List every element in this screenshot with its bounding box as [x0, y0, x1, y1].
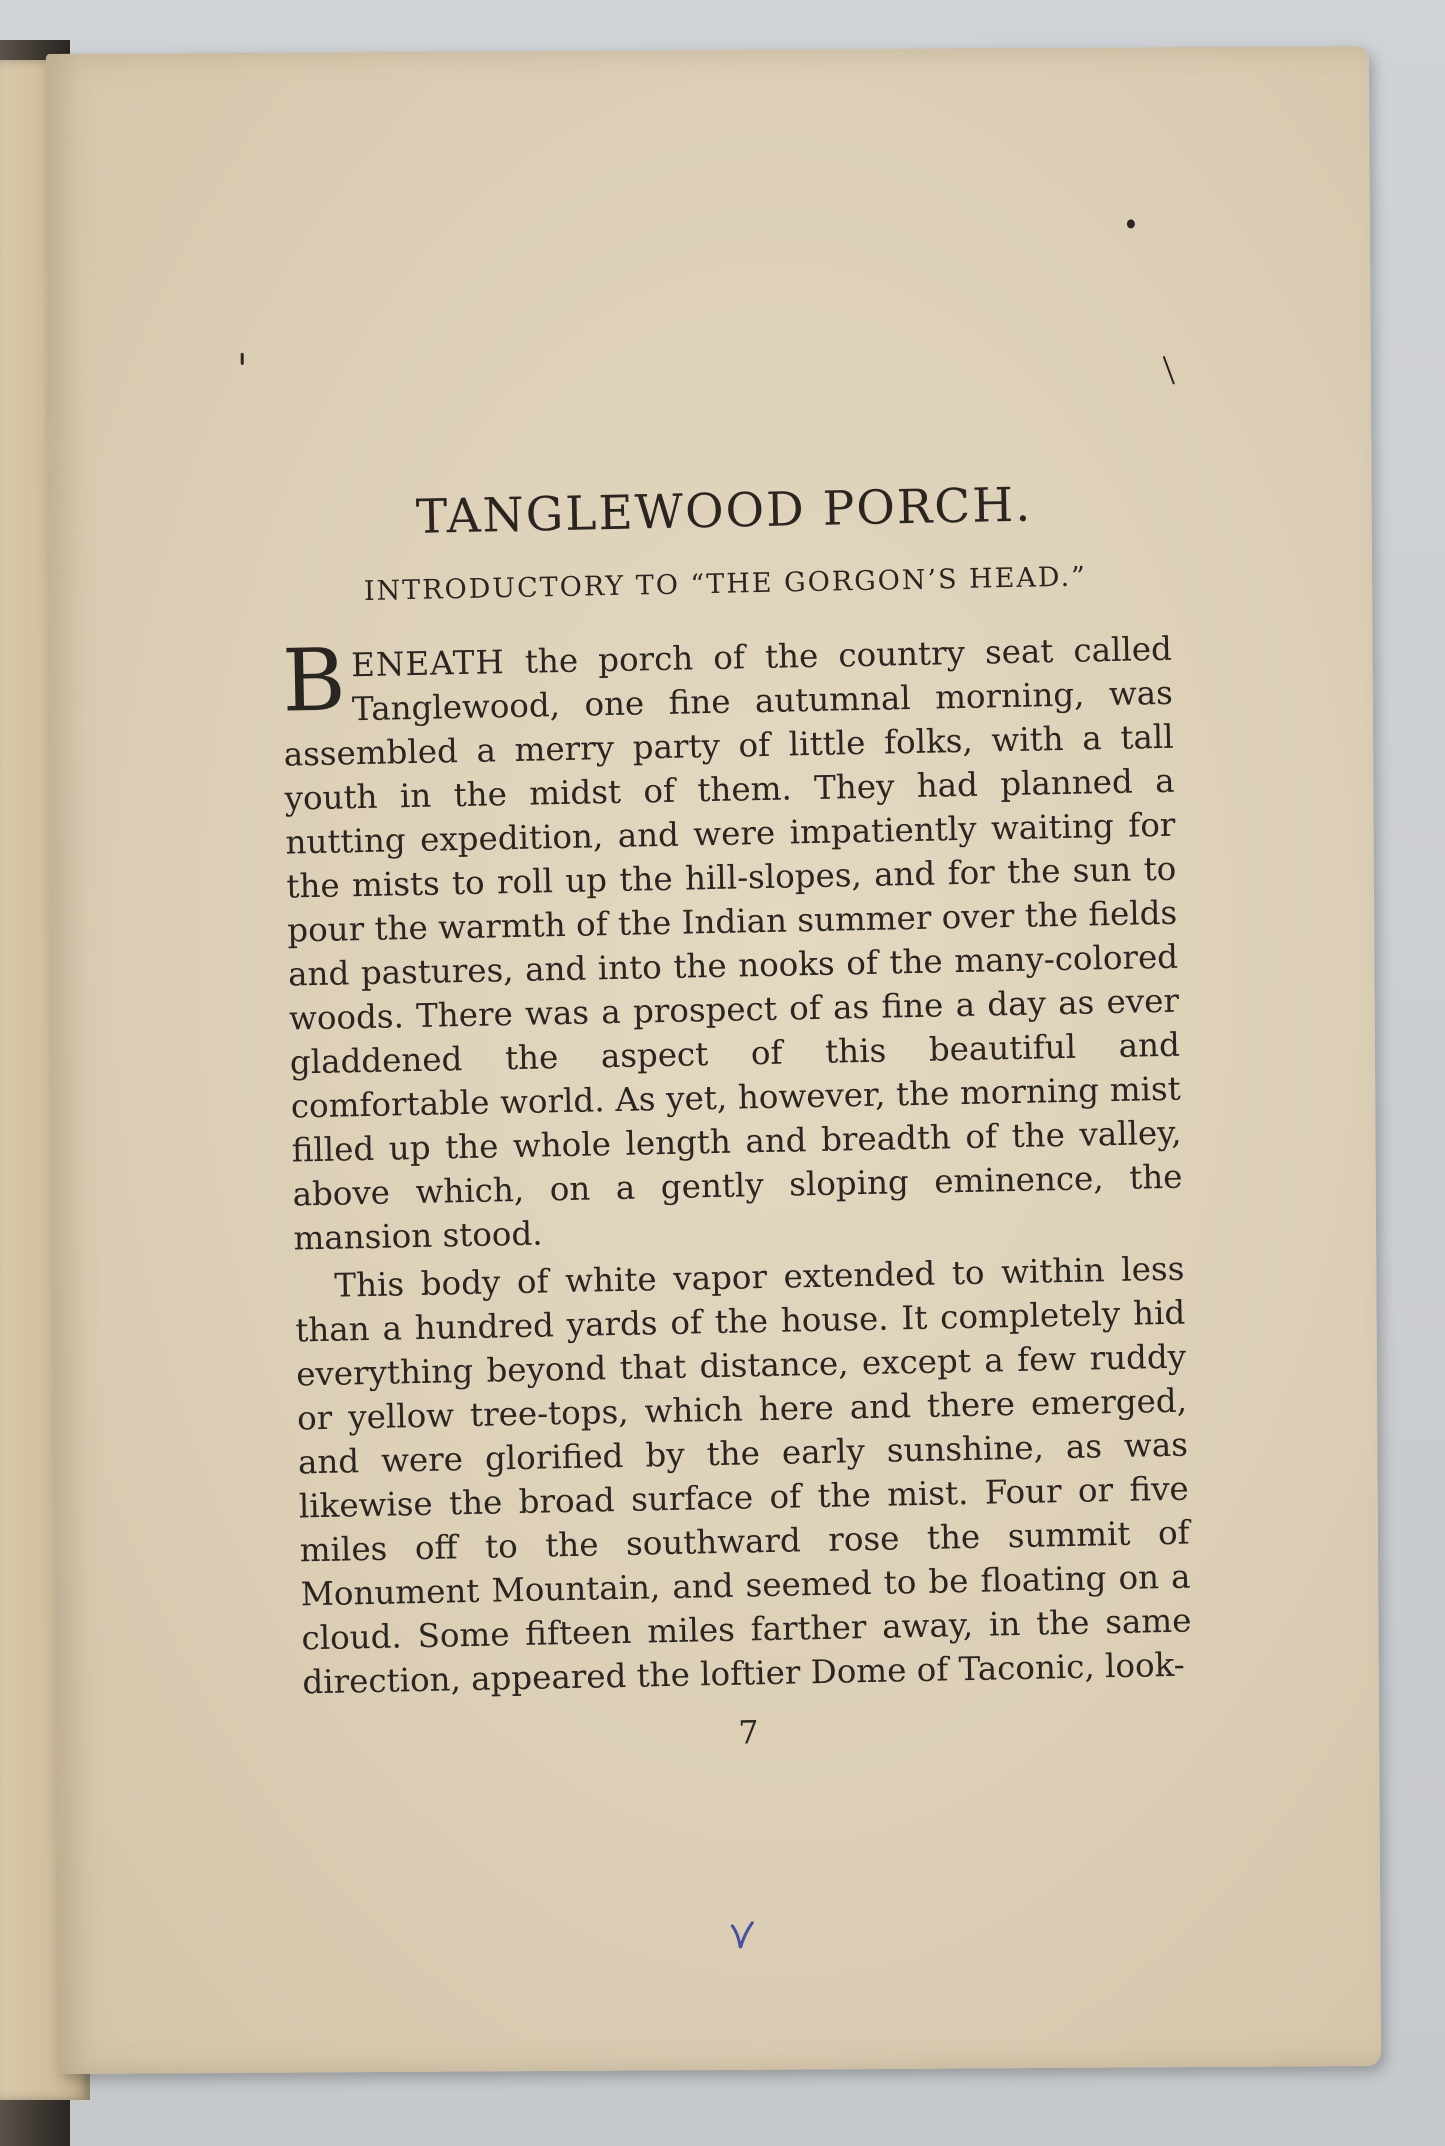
- drop-cap: B: [281, 630, 347, 732]
- paragraph-2: This body of white vapor extended to within less than a hundred yards of the house. It completely hid everything beyond that distance, except a few ruddy or yellow tree-tops, which here and there emerged, and were glorified by the early sunshine, as was likewise the broad surface of the mist. Four or five miles off to the southward rose the summit of Monument Mountain, and seemed to be floating on a cloud. Some fifteen miles farther away, in the same direction, appeared the loftier Dome of Taconic, look-: [294, 1249, 1192, 1702]
- chapter-subtitle: INTRODUCTORY TO “THE GORGON’S HEAD.”: [363, 561, 1088, 607]
- chapter-title: TANGLEWOOD PORCH.: [415, 477, 1033, 545]
- pencil-check-icon: [729, 1920, 755, 1952]
- paragraph-1-text: the porch of the country seat called Tanglewood, one fine autumnal morning, was assembled a merry party of little folks, with a tall youth in the midst of them. They had planned a nutting expedition, and were impatiently waiting for the mists to roll up the hill-slopes, and for the sun to pour the warmth of the Indian summer over the fields and pastures, and into the nooks of the many-colored woods. There was a prospect of as fine a day as ever gladdened the aspect of this beautiful and comfortable world. As yet, however, the morning mist filled up the whole length and breadth of the valley, above which, on a gently sloping eminence, the mansion stood.: [283, 629, 1183, 1258]
- paragraph-1: [282, 627, 1184, 1261]
- page-text-block: [279, 475, 1194, 1761]
- lead-word: ENEATH: [350, 643, 506, 685]
- page-number: 7: [737, 1713, 760, 1752]
- ink-speck: [1163, 356, 1175, 385]
- ink-speck: [1127, 219, 1135, 228]
- ink-speck: [241, 353, 244, 365]
- book-page: [46, 46, 1381, 2074]
